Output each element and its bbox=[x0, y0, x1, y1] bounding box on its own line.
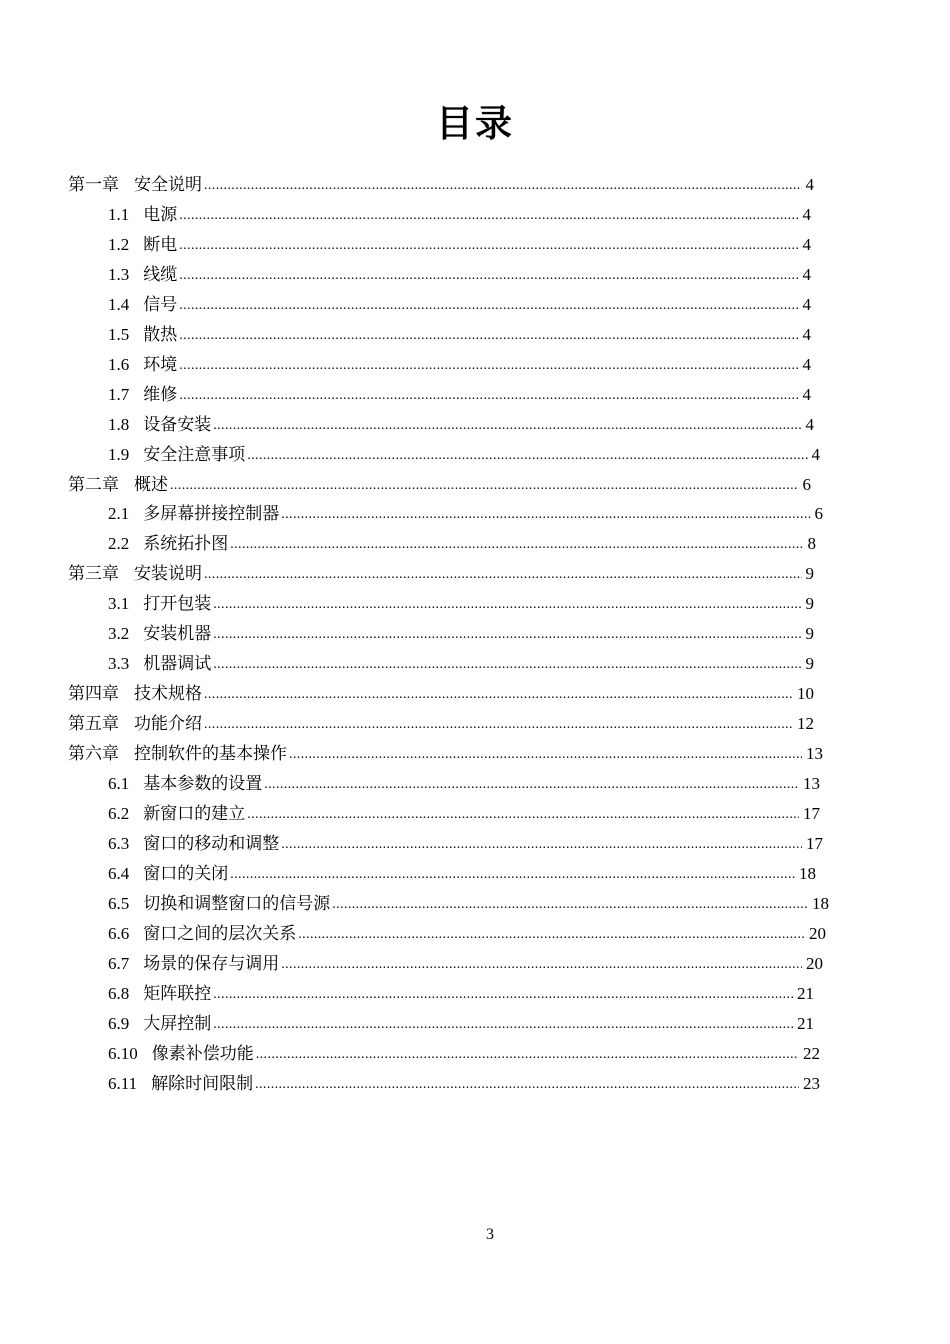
toc-entry-title: 信号 bbox=[143, 294, 178, 314]
toc-entry-title: 设备安装 bbox=[143, 414, 212, 434]
dot-leader bbox=[179, 290, 798, 320]
toc-entry-page: 18 bbox=[799, 863, 816, 883]
toc-entry-page: 21 bbox=[797, 983, 814, 1003]
toc-entry-number: 2.2 bbox=[108, 534, 130, 554]
dot-leader bbox=[204, 709, 793, 739]
toc-section-entry[interactable] bbox=[108, 230, 811, 260]
toc-entry-title: 安装机器 bbox=[143, 624, 212, 644]
toc-chapter-entry[interactable] bbox=[68, 739, 823, 769]
dot-leader bbox=[179, 230, 798, 260]
toc-section-entry[interactable] bbox=[108, 200, 811, 230]
toc-entry-title: 维修 bbox=[143, 384, 178, 404]
toc-entry-page: 4 bbox=[802, 354, 811, 374]
toc-section-entry[interactable] bbox=[108, 799, 820, 829]
toc-entry-number: 第二章 bbox=[68, 474, 119, 494]
toc-entry-page: 4 bbox=[802, 234, 811, 254]
toc-section-entry[interactable] bbox=[108, 619, 814, 649]
toc-section-entry[interactable] bbox=[108, 380, 811, 410]
dot-leader bbox=[213, 619, 801, 649]
toc-entry-number: 1.9 bbox=[108, 444, 130, 464]
dot-leader bbox=[247, 799, 799, 829]
toc-entry-number: 1.6 bbox=[108, 354, 130, 374]
toc-entry-number: 2.1 bbox=[108, 504, 130, 524]
page-title: 目录 bbox=[436, 102, 514, 145]
toc-entry-title: 功能介绍 bbox=[134, 714, 202, 734]
dot-leader bbox=[281, 949, 802, 979]
toc-section-entry[interactable] bbox=[108, 649, 814, 679]
toc-entry-number: 6.7 bbox=[108, 953, 130, 973]
toc-entry-number: 1.5 bbox=[108, 324, 130, 344]
toc-entry-number: 1.1 bbox=[108, 204, 130, 224]
toc-entry-page: 4 bbox=[802, 204, 811, 224]
toc-entry-title: 断电 bbox=[143, 234, 178, 254]
toc-entry-number: 3.1 bbox=[108, 594, 130, 614]
toc-entry-title: 系统拓扑图 bbox=[143, 534, 229, 554]
dot-leader bbox=[332, 889, 808, 919]
toc-entry-number: 第六章 bbox=[68, 744, 119, 764]
toc-section-entry[interactable] bbox=[108, 829, 823, 859]
toc-entry-page: 4 bbox=[802, 384, 811, 404]
dot-leader bbox=[281, 829, 802, 859]
toc-section-entry[interactable] bbox=[108, 320, 811, 350]
toc-entry-title: 控制软件的基本操作 bbox=[134, 744, 287, 764]
toc-entry-number: 1.8 bbox=[108, 414, 130, 434]
toc-chapter-entry[interactable] bbox=[68, 170, 814, 200]
toc-entry-title: 场景的保存与调用 bbox=[143, 953, 280, 973]
toc-section-entry[interactable] bbox=[108, 1069, 820, 1099]
toc-section-entry[interactable] bbox=[108, 949, 823, 979]
toc-entry-number: 6.9 bbox=[108, 1013, 130, 1033]
toc-entry-number: 6.3 bbox=[108, 833, 130, 853]
toc-section-entry[interactable] bbox=[108, 529, 816, 559]
toc-entry-page: 6 bbox=[814, 504, 823, 524]
dot-leader bbox=[213, 649, 801, 679]
toc-entry-title: 窗口的移动和调整 bbox=[143, 833, 280, 853]
toc-section-entry[interactable] bbox=[108, 350, 811, 380]
toc-section-entry[interactable] bbox=[108, 290, 811, 320]
toc-entry-number: 6.6 bbox=[108, 923, 130, 943]
toc-entry-title: 像素补偿功能 bbox=[151, 1043, 254, 1063]
toc-entry-title: 解除时间限制 bbox=[151, 1073, 254, 1093]
toc-entry-page: 21 bbox=[797, 1013, 814, 1033]
toc-entry-page: 4 bbox=[805, 175, 814, 194]
toc-entry-title: 窗口之间的层次关系 bbox=[143, 923, 297, 943]
toc-entry-number: 6.2 bbox=[108, 803, 130, 823]
toc-chapter-entry[interactable] bbox=[68, 709, 814, 739]
toc-entry-title: 安全注意事项 bbox=[143, 444, 246, 464]
dot-leader bbox=[289, 739, 802, 769]
toc-section-entry[interactable] bbox=[108, 979, 814, 1009]
toc-entry-title: 安全说明 bbox=[134, 175, 202, 194]
toc-section-entry[interactable] bbox=[108, 1039, 820, 1069]
dot-leader bbox=[213, 979, 793, 1009]
toc-entry-number: 6.4 bbox=[108, 863, 130, 883]
dot-leader bbox=[298, 919, 805, 949]
toc-entry-page: 9 bbox=[805, 624, 814, 644]
toc-entry-number: 6.1 bbox=[108, 774, 130, 793]
toc-entry-title: 新窗口的建立 bbox=[143, 803, 246, 823]
toc-entry-page: 9 bbox=[805, 654, 814, 674]
dot-leader bbox=[230, 529, 803, 559]
dot-leader bbox=[256, 1039, 799, 1069]
dot-leader bbox=[179, 260, 798, 290]
toc-entry-number: 1.3 bbox=[108, 264, 130, 284]
toc-section-entry[interactable] bbox=[108, 260, 811, 290]
toc-entry-page: 9 bbox=[805, 564, 814, 584]
dot-leader bbox=[179, 320, 798, 350]
toc-entry-title: 散热 bbox=[143, 324, 178, 344]
dot-leader bbox=[213, 589, 801, 619]
toc-entry-title: 多屏幕拼接控制器 bbox=[143, 504, 280, 524]
dot-leader bbox=[247, 440, 807, 470]
toc-entry-number: 第四章 bbox=[68, 684, 119, 704]
toc-entry-title: 环境 bbox=[143, 354, 178, 374]
toc-entry-page: 20 bbox=[809, 923, 826, 943]
toc-section-entry[interactable] bbox=[108, 859, 816, 889]
toc-entry-page: 4 bbox=[811, 444, 820, 464]
toc-section-entry[interactable] bbox=[108, 589, 814, 619]
dot-leader bbox=[213, 1009, 793, 1039]
toc-entry-page: 8 bbox=[807, 534, 816, 554]
dot-leader bbox=[204, 559, 802, 589]
dot-leader bbox=[281, 499, 810, 529]
toc-entry-number: 1.7 bbox=[108, 384, 130, 404]
toc-entry-number: 1.4 bbox=[108, 294, 130, 314]
toc-entry-page: 10 bbox=[797, 684, 814, 704]
toc-entry-page: 4 bbox=[802, 324, 811, 344]
toc-chapter-entry[interactable] bbox=[68, 470, 811, 500]
toc-entry-number: 3.3 bbox=[108, 654, 130, 674]
page-number: 3 bbox=[486, 1226, 494, 1243]
toc-entry-number: 6.10 bbox=[108, 1043, 138, 1063]
toc-chapter-entry[interactable] bbox=[68, 559, 814, 589]
toc-entry-page: 18 bbox=[812, 893, 829, 913]
toc-entry-number: 第五章 bbox=[68, 714, 119, 734]
toc-entry-page: 4 bbox=[802, 294, 811, 314]
toc-chapter-entry[interactable] bbox=[68, 679, 814, 709]
toc-section-entry[interactable] bbox=[108, 1009, 814, 1039]
toc-entry-page: 4 bbox=[805, 414, 814, 434]
dot-leader bbox=[170, 470, 799, 500]
toc-entry-title: 窗口的关闭 bbox=[143, 863, 229, 883]
toc-entry-title: 矩阵联控 bbox=[143, 983, 212, 1003]
toc-section-entry[interactable] bbox=[108, 499, 823, 529]
toc-section-entry[interactable] bbox=[108, 440, 820, 470]
dot-leader bbox=[179, 350, 798, 380]
toc-entry-title: 基本参数的设置 bbox=[143, 774, 263, 793]
toc-entry-title: 概述 bbox=[134, 474, 168, 494]
toc-entry-page: 13 bbox=[803, 774, 820, 793]
dot-leader bbox=[230, 859, 795, 889]
toc-entry-page: 6 bbox=[802, 474, 811, 494]
toc-entry-page: 22 bbox=[803, 1043, 820, 1063]
toc-entry-number: 第三章 bbox=[68, 564, 119, 584]
toc-entry-number: 6.8 bbox=[108, 983, 130, 1003]
dot-leader bbox=[264, 769, 799, 799]
toc-entry-number: 3.2 bbox=[108, 624, 130, 644]
toc-section-entry[interactable] bbox=[108, 410, 814, 440]
toc-entry-page: 9 bbox=[805, 594, 814, 614]
toc-entry-page: 23 bbox=[803, 1073, 820, 1093]
toc-entry-title: 电源 bbox=[143, 204, 178, 224]
toc-section-entry[interactable] bbox=[108, 889, 829, 919]
toc-entry-page: 17 bbox=[803, 803, 820, 823]
toc-section-entry[interactable] bbox=[108, 919, 826, 949]
toc-entry-number: 第一章 bbox=[68, 175, 119, 194]
toc-entry-title: 线缆 bbox=[143, 264, 178, 284]
dot-leader bbox=[179, 380, 798, 410]
dot-leader bbox=[255, 1069, 799, 1099]
dot-leader bbox=[179, 200, 798, 230]
toc-entry-page: 13 bbox=[806, 744, 823, 764]
toc-entry-number: 1.2 bbox=[108, 234, 130, 254]
toc-entry-title: 打开包装 bbox=[143, 594, 212, 614]
toc-entry-page: 17 bbox=[806, 833, 823, 853]
toc-entry-number: 6.11 bbox=[108, 1073, 138, 1093]
toc-entry-title: 大屏控制 bbox=[143, 1013, 212, 1033]
toc-entry-page: 4 bbox=[802, 264, 811, 284]
toc-entry-title: 机器调试 bbox=[143, 654, 212, 674]
toc-entry-title: 安装说明 bbox=[134, 564, 202, 584]
toc-entry-page: 20 bbox=[806, 953, 823, 973]
dot-leader bbox=[204, 170, 802, 200]
toc-entry-title: 技术规格 bbox=[134, 684, 202, 704]
toc-entry-title: 切换和调整窗口的信号源 bbox=[143, 893, 331, 913]
dot-leader bbox=[213, 410, 801, 440]
dot-leader bbox=[204, 679, 793, 709]
toc-section-entry[interactable] bbox=[108, 769, 820, 799]
toc-entry-page: 12 bbox=[797, 714, 814, 734]
toc-entry-number: 6.5 bbox=[108, 893, 130, 913]
